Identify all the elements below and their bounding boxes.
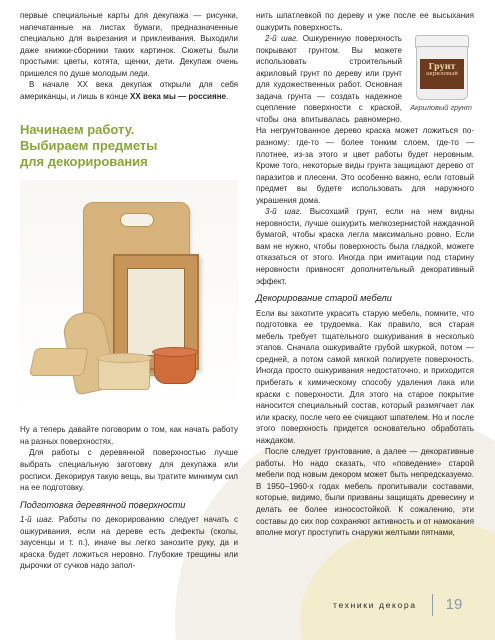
step1-paragraph: 1-й шаг. Работы по декорированию следует начать с ошкуривания, если на дереве есть дефекты (сколы, заусенцы и т. п.), иначе вы легко занозите руку, да и краска будет ложиться неровно. Глубокие трещины или дырочки от сучков надо запол-	[20, 515, 238, 571]
round-box-image	[98, 358, 150, 390]
jar-label: Грунт акриловый	[420, 59, 464, 89]
primer-jar-image	[413, 35, 469, 99]
bold-phrase: XX века мы — россияне	[130, 91, 227, 101]
continuation-paragraph: нить шпатлевкой по дереву и уже после ее высыхания ошкурить поверхность.	[256, 11, 474, 32]
start-work-paragraph: Ну а теперь давайте поговорим о том, как начать работу на разных поверхностях.	[20, 425, 238, 446]
step3-paragraph: 3-й шаг. Высохший грунт, если на нем видны неровности, лучше ошкурить мелкозернистой наждачной бумагой, чтобы краска легла максимально ровно. Если вам не нужно, чтобы поверхность была гладкой, можете отказаться от этого. Иногда при имитации под старину неровности привносят дополнительный декоративный эффект.	[256, 207, 474, 286]
running-footer: техники декора	[333, 600, 417, 610]
wooden-blanks-photo	[20, 180, 238, 416]
old-furniture-subheading: Декорирование старой мебели	[256, 293, 392, 304]
right-column	[256, 10, 474, 539]
step2-paragraph: 2-й шаг. Ошкуренную поверхность покрывают грунтом. Вы можете использовать строительный акриловый грунт по дереву или грунт для художественных работ. Основная задача грунта — создать надежное сцепление поверхности с краской, чтобы она впитывалась равномерно. На негрунтованное дерево краска может ложиться по-разному: где-то — более тонким слоем, где-то — плотнее, из-за этого и цвет работы будет неровным. Кроме того, некоторые виды грунта защищают дерево от паразитов и плесени. Это особенно важно, если готовый предмет вы будете использовать для наружного украшения дома.	[256, 34, 474, 205]
primer-caption: Акриловый грунт	[410, 103, 472, 113]
left-column	[20, 10, 238, 572]
page-number: 19	[445, 596, 463, 613]
wood-blank-paragraph: Для работы с деревянной поверхностью лучше выбрать специальную заготовку для декупажа или росписи. Декорируя такую вещь, вы тратите минимум сил на ее подготовку.	[20, 448, 238, 493]
wood-prep-subheading: Подготовка деревянной поверхности	[20, 499, 186, 510]
tray-image	[29, 348, 89, 376]
footer-divider	[432, 594, 433, 616]
step2-label: 2-й шаг.	[265, 34, 299, 44]
intro-paragraph: первые специальные карты для декупажа — рисунки, напечатанные на листах бумаги, предназначенные специально для вырезания и приклеивания. Выходили даже книжки-сборники таких картинок. Сюжеты были простыми: цветы, котята, щенки, дети. Декупаж очень пришелся по душе молодым леди.	[20, 11, 238, 78]
old-furniture-paragraph: Если вы захотите украсить старую мебель, помните, что подготовка ее трудоемка. Как правило, вся старая мебель требует тщательного ошкуривания в несколько этапов. Сначала ошкуривайте грубой шкуркой, потом — средней, а потом самой мягкой полируете поверхность. Иногда просто ошкуривания недостаточно, и приходится прибегать к химическому способу удаления лака или краски с поверхности. Для этого на старое покрытие наносится специальный состав, который размягчает лак или краску, после чего ее счищают шпателем. Но и после этого поверхность придется основательно обработать наждаком.	[256, 308, 474, 445]
history-paragraph: В начале XX века декупаж открыли для себя американцы, и лишь в конце XX века мы — россияне.	[20, 80, 238, 101]
clay-pot-image	[154, 350, 196, 384]
primer-figure	[408, 33, 474, 113]
priming-paragraph: После следует грунтование, а далее — декоративные работы. Но надо сказать, что «поведение» старой мебели под новым декором может быть непредсказуемо. В 1950–1960-х годах мебель пропитывали составами, которые, видимо, были призваны защищать древесину и делать ее более износостойкой. К сожалению, эти составы до сих пор сохраняют активность и от намокания вполне могут проступить снаружи желтыми пятнами,	[256, 447, 474, 538]
step3-label: 3-й шаг.	[265, 207, 302, 217]
step1-label: 1-й шаг.	[20, 515, 54, 525]
section-heading: Начинаем работу. Выбираем предметы для декорирования	[20, 122, 158, 170]
